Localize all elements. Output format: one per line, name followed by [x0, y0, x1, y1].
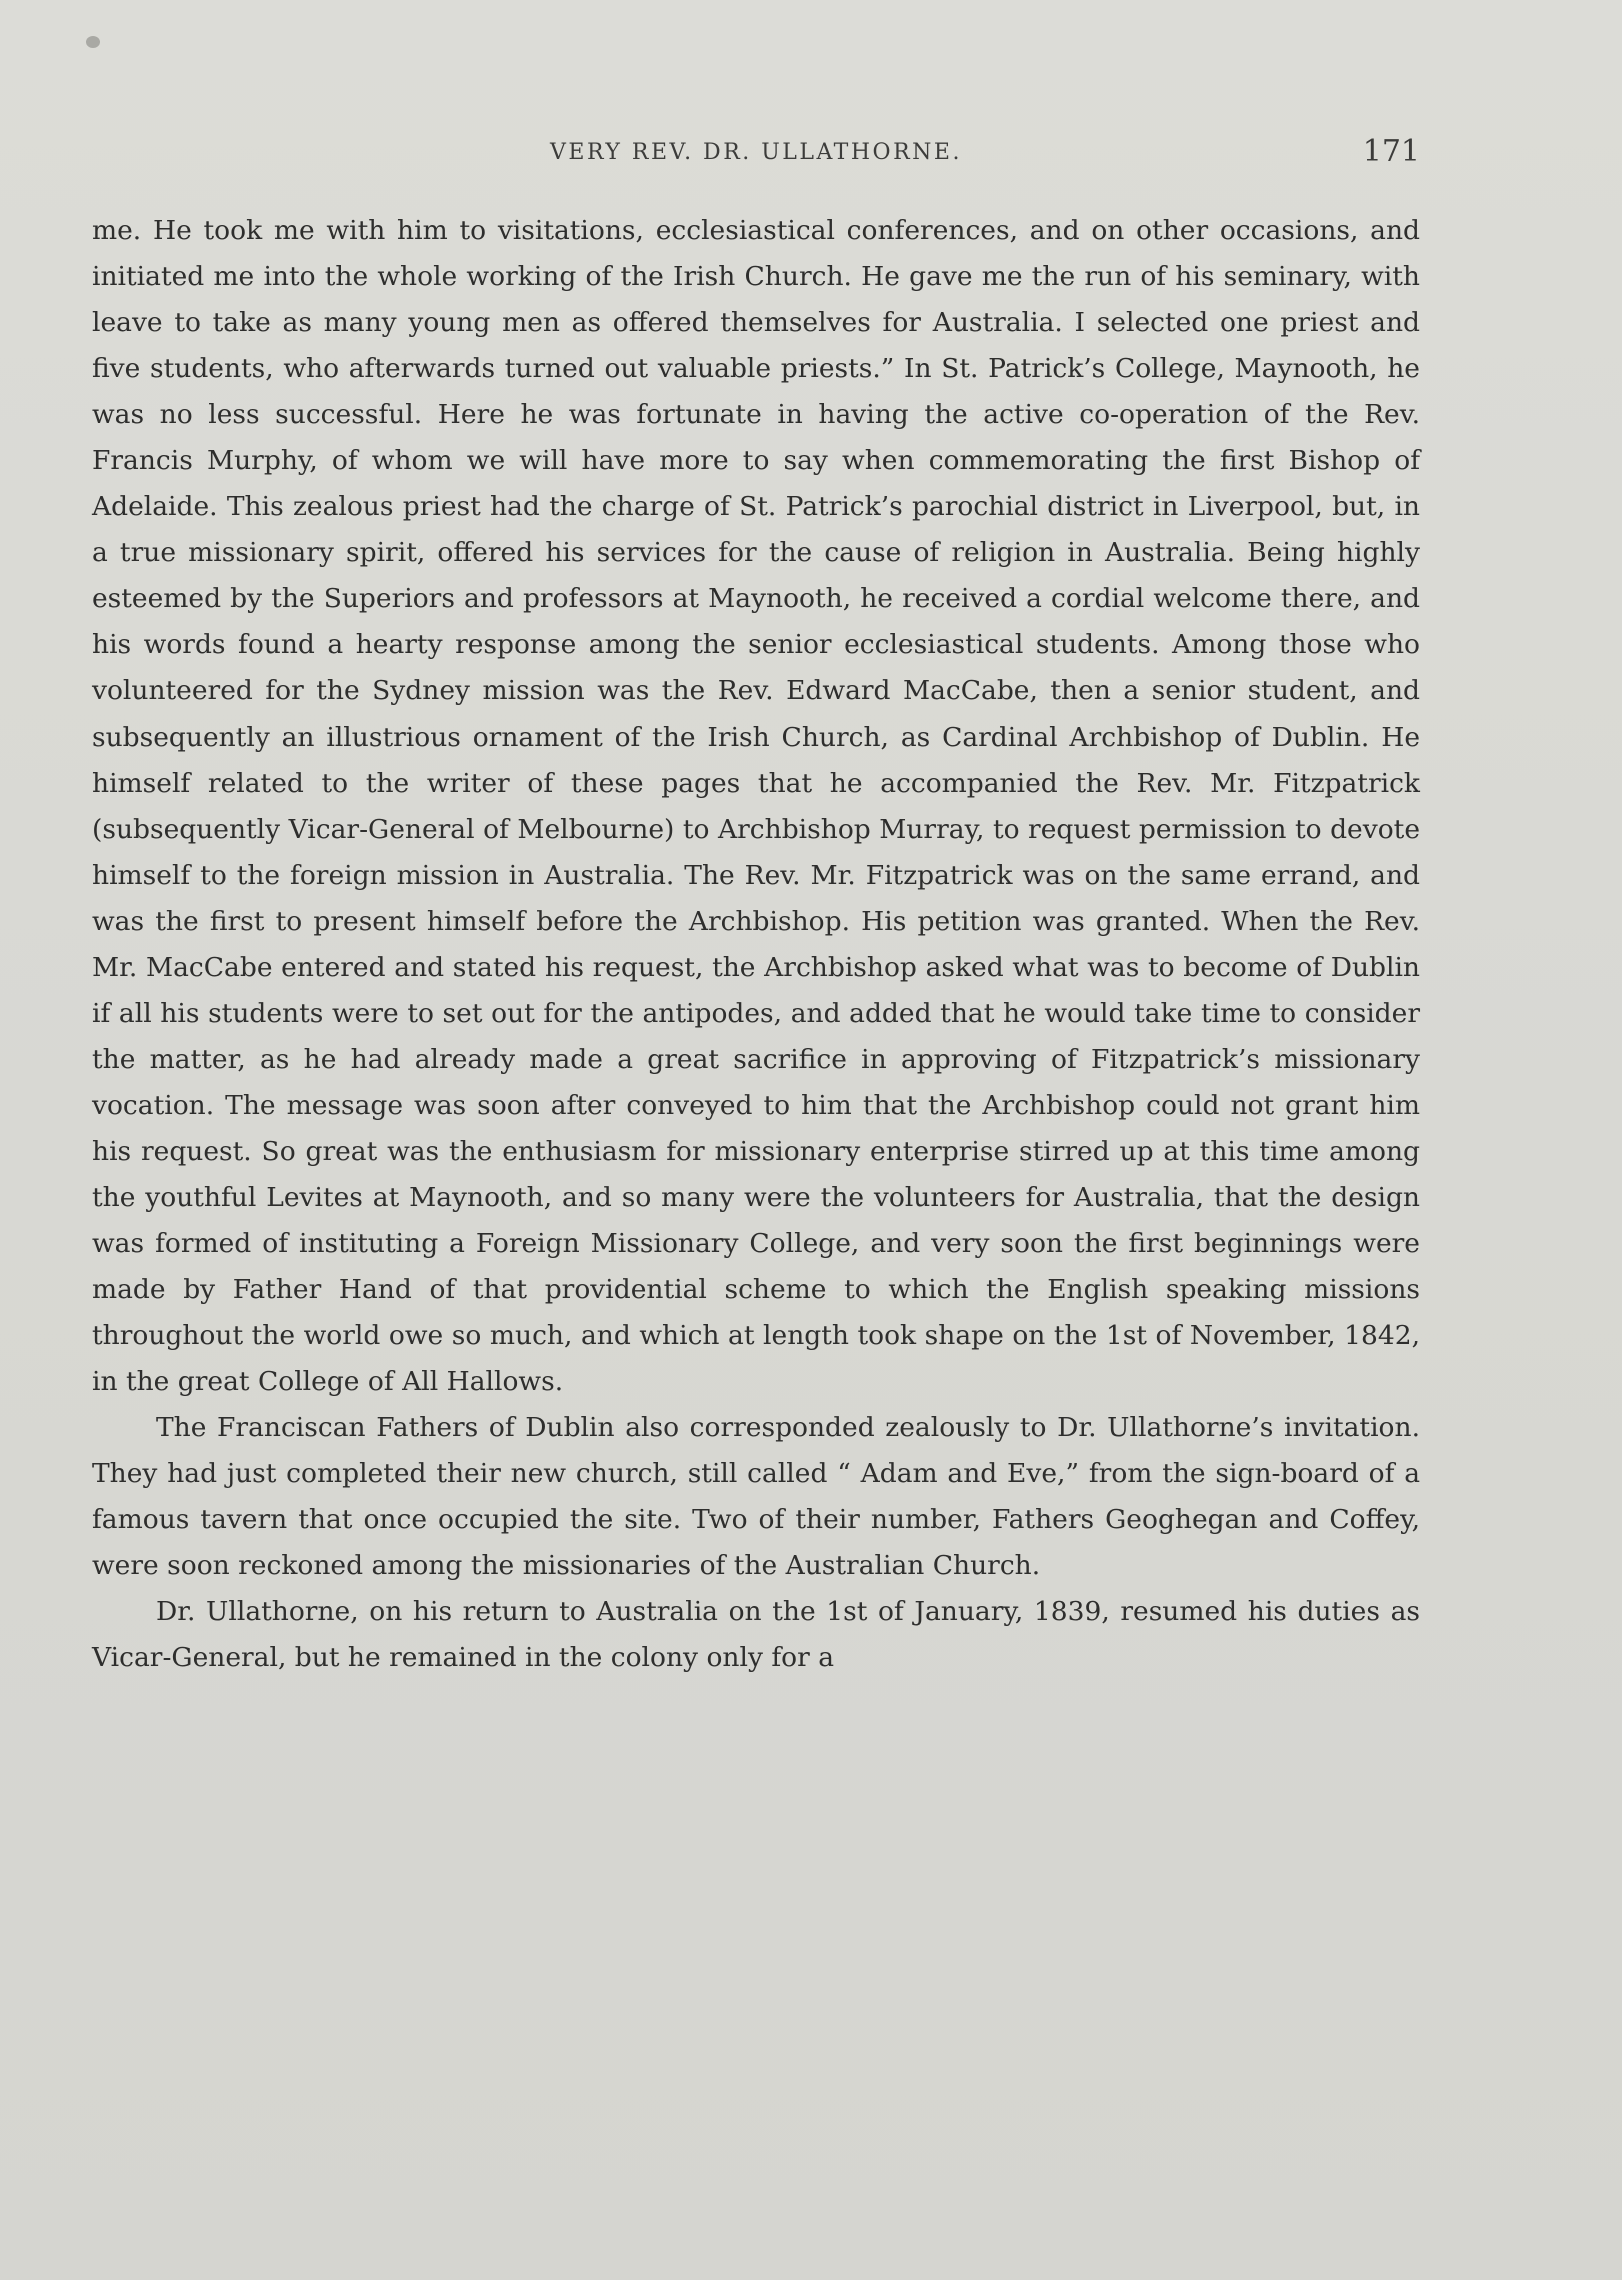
running-title: VERY REV. DR. ULLATHORNE. [550, 140, 962, 165]
paragraph-continued: me. He took me with him to visitations, ecclesiastical conferences, and on other occasions, and initiated me into the whole working of the Irish Church. He gave me the run of his seminary, with leave to take as many young men as offered themselves for Australia. I selected one priest and five students, who afterwards turned out valuable priests.” In St. Patrick’s College, Maynooth, he was no less successful. Here he was fortunate in having the active co-operation of the Rev. Francis Murphy, of whom we will have more to say when commemorating the first Bishop of Adelaide. This zealous priest had the charge of St. Patrick’s parochial district in Liverpool, but, in a true missionary spirit, offered his services for the cause of religion in Australia. Being highly esteemed by the Superiors and professors at Maynooth, he received a cordial welcome there, and his words found a hearty response among the senior ecclesiastical students. Among those who volunteered for the Sydney mission was the Rev. Edward MacCabe, then a senior student, and subsequently an illustrious ornament of the Irish Church, as Cardinal Archbishop of Dublin. He himself related to the writer of these pages that he accompanied the Rev. Mr. Fitzpatrick (subsequently Vicar-General of Melbourne) to Archbishop Murray, to request permission to devote himself to the foreign mission in Australia. The Rev. Mr. Fitzpatrick was on the same errand, and was the first to present himself before the Archbishop. His petition was granted. When the Rev. Mr. MacCabe entered and stated his request, the Archbishop asked what was to become of Dublin if all his students were to set out for the antipodes, and added that he would take time to consider the matter, as he had already made a great sacrifice in approving of Fitzpatrick’s missionary vocation. The message was soon after conveyed to him that the Archbishop could not grant him his request. So great was the enthusiasm for missionary enterprise stirred up at this time among the youthful Levites at Maynooth, and so many were the volunteers for Australia, that the design was formed of instituting a Foreign Missionary College, and very soon the first beginnings were made by Father Hand of that providential scheme to which the English speaking missions throughout the world owe so much, and which at length took shape on the 1st of November, 1842, in the great College of All Hallows. [92, 215, 1420, 1398]
running-header [92, 134, 1420, 174]
page-number: 171 [1362, 134, 1420, 169]
paragraph-franciscan-fathers: The Franciscan Fathers of Dublin also corresponded zealously to Dr. Ullathorne’s invitation. They had just completed their new church, still called “ Adam and Eve,” from the sign-board of a famous tavern that once occupied the site. Two of their number, Fathers Geoghegan and Coffey, were soon reckoned among the missionaries of the Australian Church. [92, 1412, 1420, 1582]
paragraph-ullathorne-return: Dr. Ullathorne, on his return to Australia on the 1st of January, 1839, resumed his duties as Vicar-General, but he remained in the colony only for a [92, 1596, 1420, 1674]
paper-speck [86, 36, 100, 48]
body-text [92, 208, 1420, 1682]
